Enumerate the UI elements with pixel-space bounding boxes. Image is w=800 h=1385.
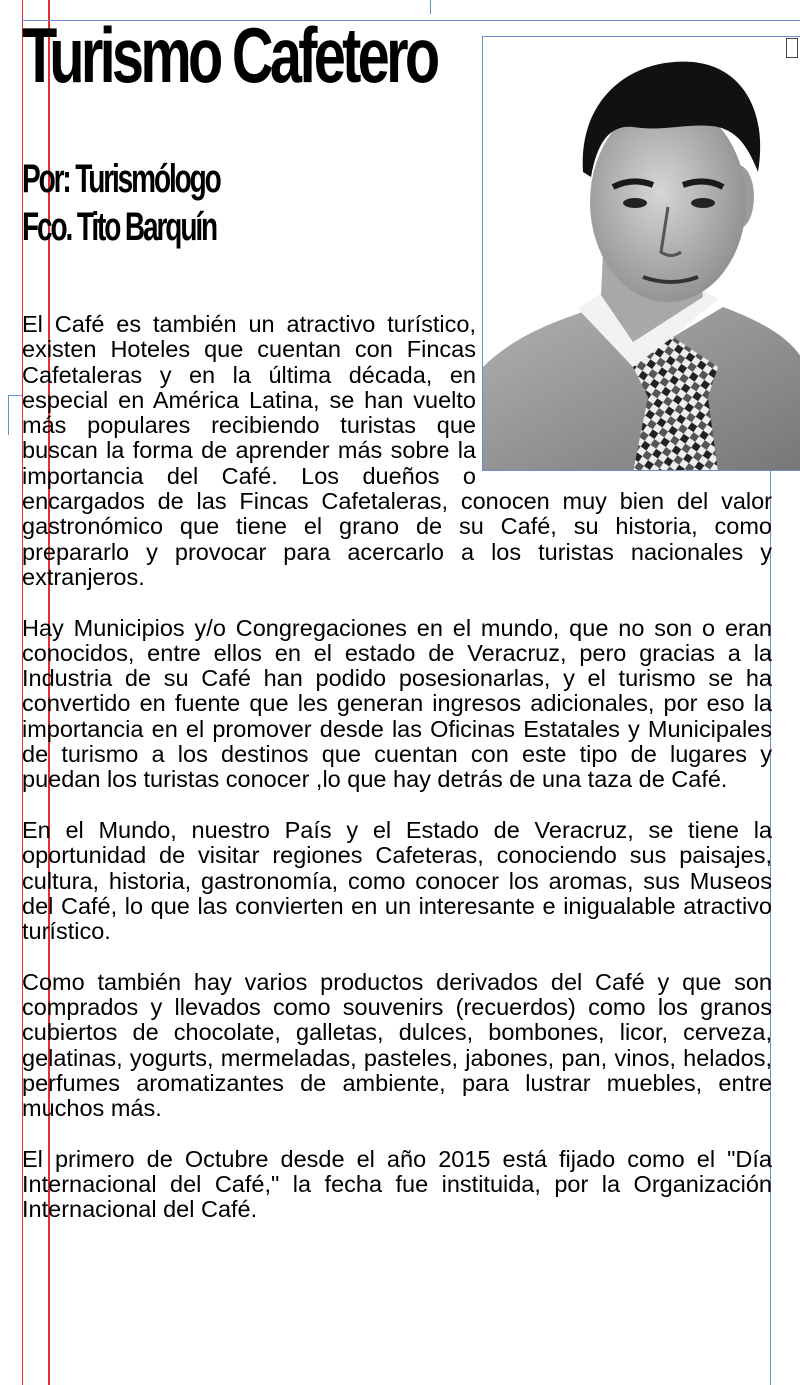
body-paragraph: En el Mundo, nuestro País y el Estado de Veracruz, se tiene la oportunidad de visitar regiones Cafeteras, conociendo sus paisajes, cultura, historia, gastronomía, como conocer los aromas, sus Museos del Café, lo que las convierten en un interesante e inigualable atractivo turístico. [22, 816, 772, 945]
frame-overflow-marker [786, 38, 798, 58]
frame-guide-left-tick [8, 395, 9, 435]
byline-author-role: Por: Turismólogo [22, 157, 220, 201]
body-paragraph: El Café es también un atractivo turístico, existen Hoteles que cuentan con Fincas Cafetaleras y en la última década, en especial en América Latina, se han vuelto más populares recibiendo turistas que buscan la forma de aprender más sobre la importancia del Café. Los dueños o encargados de las Fincas Cafetaleras, conocen muy bien del valor gastronómico que tiene el grano de su Café, su historia, como prepararlo y provocar para acercarlo a los turistas nacionales y extranjeros. [22, 311, 772, 590]
article-body [22, 312, 772, 1248]
body-paragraph: Como también hay varios productos derivados del Café y que son comprados y llevados como souvenirs (recuerdos) como los granos cubiertos de chocolate, galletas, dulces, bombones, licor, cerveza, gelatinas, yogurts, mermeladas, pasteles, jabones, pan, vinos, helados, perfumes aromatizantes de ambiente, para lustrar muebles, entre muchos más. [22, 968, 772, 1122]
photo-text-wrap-spacer [476, 312, 772, 482]
frame-guide-left-tick-h [8, 395, 22, 396]
article-title: Turismo Cafetero [22, 11, 437, 99]
body-paragraph: El primero de Octubre desde el año 2015 está fijado como el "Día Internacional del Café," la fecha fue instituida, por la Organización Internacional del Café. [22, 1145, 772, 1223]
byline-author-name: Fco. Tito Barquín [22, 205, 217, 249]
body-paragraph: Hay Municipios y/o Congregaciones en el mundo, que no son o eran conocidos, entre ellos en el estado de Veracruz, pero gracias a la Industria de su Café han podido posesionarlas, y el turismo se ha convertido en fuente que les generan ingresos adicionales, por eso la importancia en el promover desde las Oficinas Estatales y Municipales de turismo a los destinos que cuentan con este tipo de lugares y puedan los turistas conocer ,lo que hay detrás de una taza de Café. [22, 614, 772, 793]
face-shape [590, 102, 746, 302]
